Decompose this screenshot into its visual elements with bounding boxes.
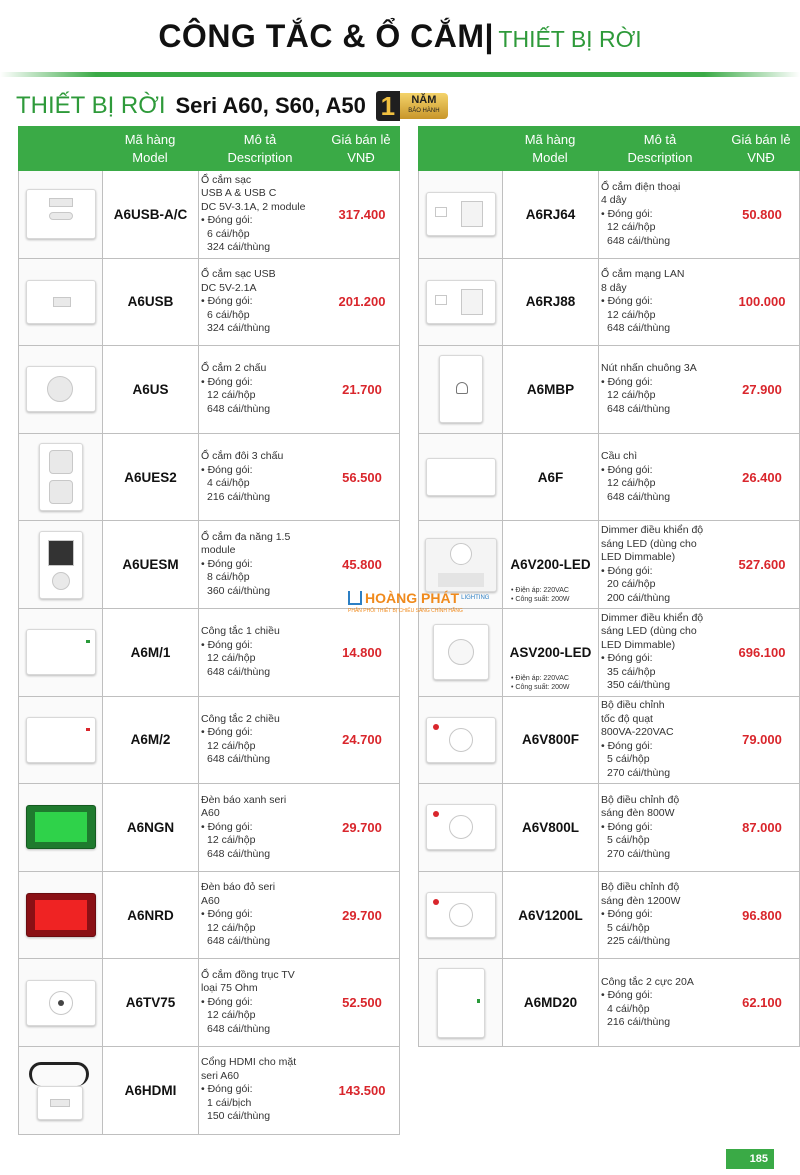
product-description	[199, 697, 323, 784]
product-model: ASV200-LED	[503, 609, 599, 696]
product-image-cell	[419, 959, 503, 1046]
description-line: Ổ cắm đôi 3 chấu	[201, 450, 284, 463]
description-line: • Đóng gói:	[601, 989, 653, 1002]
product-model: A6M/1	[103, 609, 199, 696]
badge-warranty: BẢO HÀNH	[408, 108, 440, 114]
table-row	[18, 872, 400, 960]
description-line: • Đóng gói:	[201, 726, 253, 739]
page-title	[0, 18, 800, 55]
product-model: A6V200-LED	[503, 521, 599, 608]
product-price: 317.400	[338, 206, 386, 222]
description-line: module	[201, 544, 236, 557]
description-line: 12 cái/hộp	[207, 389, 256, 402]
description-line: Nút nhấn chuông 3A	[601, 362, 697, 375]
product-price: 87.000	[742, 819, 782, 835]
product-table-left	[18, 126, 400, 1135]
table-row	[18, 259, 400, 347]
description-line: • Đóng gói:	[601, 908, 653, 921]
description-line: • Đóng gói:	[601, 463, 653, 476]
header-desc-en: Description	[627, 150, 693, 165]
description-line: 648 cái/thùng	[607, 322, 671, 335]
description-line: 648 cái/thùng	[207, 402, 271, 415]
description-line: 648 cái/thùng	[607, 402, 671, 415]
product-model: A6US	[103, 346, 199, 433]
product-description	[599, 259, 723, 346]
product-price: 26.400	[742, 469, 782, 485]
description-line: • Đóng gói:	[201, 375, 253, 388]
red-indicator-icon	[26, 893, 96, 937]
table-header	[418, 126, 800, 171]
product-price: 79.000	[742, 732, 782, 748]
product-price: 45.800	[342, 557, 382, 573]
description-line: 350 cái/thùng	[607, 679, 671, 692]
table-row	[18, 697, 400, 785]
product-description	[199, 872, 323, 959]
description-line: 12 cái/hộp	[607, 389, 656, 402]
description-line: • Đóng gói:	[201, 214, 253, 227]
product-price: 29.700	[342, 819, 382, 835]
product-description	[599, 434, 723, 521]
product-image-cell	[419, 609, 503, 696]
product-description	[199, 521, 323, 608]
section-series: Seri A60, S60, A50	[175, 93, 366, 118]
header-model-en: Model	[532, 150, 568, 165]
product-price: 24.700	[342, 732, 382, 748]
description-line: • Đóng gói:	[601, 375, 653, 388]
description-line: 8 dây	[601, 281, 627, 294]
table-row	[18, 521, 400, 609]
description-line: Bộ điều chỉnh độ	[601, 793, 680, 806]
description-line: DC 5V-2.1A	[201, 281, 257, 294]
light-dimmer-1200-icon	[426, 892, 496, 938]
description-line: 648 cái/thùng	[607, 234, 671, 247]
product-price: 201.200	[338, 294, 386, 310]
watermark-sub: LIGHTING	[461, 595, 490, 601]
description-line: • Đóng gói:	[201, 557, 253, 570]
green-indicator-icon	[26, 805, 96, 849]
product-description	[199, 259, 323, 346]
table-row	[418, 346, 800, 434]
product-image-cell	[419, 346, 503, 433]
description-line: seri A60	[201, 1069, 239, 1082]
product-model: A6UES2	[103, 434, 199, 521]
header-desc-vi: Mô tả	[243, 132, 277, 147]
description-line: 648 cái/thùng	[207, 753, 271, 766]
product-description	[199, 609, 323, 696]
product-price: 527.600	[738, 557, 786, 573]
product-image-cell	[419, 784, 503, 871]
description-line: 8 cái/hộp	[207, 571, 250, 584]
tv-coaxial-socket-icon	[26, 980, 96, 1026]
table-row	[418, 171, 800, 259]
description-line: 12 cái/hộp	[607, 477, 656, 490]
product-price: 14.800	[342, 644, 382, 660]
table-row	[18, 434, 400, 522]
description-line: tốc độ quạt	[601, 712, 653, 725]
description-line: sáng LED (dùng cho	[601, 537, 697, 550]
description-line: • Đóng gói:	[601, 739, 653, 752]
description-line: Công tắc 2 chiều	[201, 712, 280, 725]
one-way-switch-icon	[26, 629, 96, 675]
section-title: THIẾT BỊ RỜI	[16, 92, 166, 119]
product-model: A6F	[503, 434, 599, 521]
description-line: 6 cái/hộp	[207, 308, 250, 321]
description-line: Ổ cắm mạng LAN	[601, 268, 685, 281]
product-image-cell	[19, 784, 103, 871]
description-line: LED Dimmable)	[601, 638, 676, 651]
description-line: Bộ điều chỉnh độ	[601, 881, 680, 894]
description-line: 4 cái/hộp	[607, 1002, 650, 1015]
fan-speed-controller-icon	[426, 717, 496, 763]
product-image-cell	[419, 434, 503, 521]
description-line: 12 cái/hộp	[207, 1009, 256, 1022]
telephone-socket-icon	[426, 192, 496, 236]
product-price: 696.100	[738, 644, 786, 660]
table-row	[418, 609, 800, 697]
usb-socket-icon	[26, 280, 96, 324]
table-header	[18, 126, 400, 171]
description-line: Cổng HDMI cho mặt	[201, 1056, 297, 1069]
warranty-badge	[376, 91, 448, 121]
description-line: • Đóng gói:	[601, 820, 653, 833]
description-line: A60	[201, 894, 220, 907]
two-pin-socket-icon	[26, 366, 96, 412]
table-row	[418, 959, 800, 1047]
description-line: 216 cái/thùng	[207, 490, 271, 503]
title-divider	[0, 72, 800, 77]
description-line: • Đóng gói:	[201, 463, 253, 476]
description-line: LED Dimmable)	[601, 551, 676, 564]
description-line: Ổ cắm điện thoại	[601, 180, 681, 193]
description-line: • Đóng gói:	[201, 638, 253, 651]
description-line: 270 cái/thùng	[607, 766, 671, 779]
description-line: 12 cái/hộp	[207, 921, 256, 934]
description-line: 225 cái/thùng	[607, 935, 671, 948]
description-line: Bộ điều chỉnh	[601, 699, 665, 712]
product-model: A6TV75	[103, 959, 199, 1046]
spec-line: • Công suất: 200W	[511, 683, 570, 691]
product-description	[199, 959, 323, 1046]
description-line: Dimmer điều khiển độ	[601, 611, 704, 624]
product-model: A6M/2	[103, 697, 199, 784]
header-model-vi: Mã hàng	[124, 132, 176, 147]
description-line: 216 cái/thùng	[607, 1016, 671, 1029]
product-model: A6MBP	[503, 346, 599, 433]
product-image-cell	[19, 171, 103, 258]
double-pole-switch-icon	[437, 968, 485, 1038]
universal-socket-icon	[39, 531, 83, 599]
description-line: • Đóng gói:	[601, 652, 653, 665]
product-description	[199, 784, 323, 871]
usb-ac-socket-icon	[26, 189, 96, 239]
description-line: • Đóng gói:	[201, 908, 253, 921]
table-row	[18, 959, 400, 1047]
product-image-cell	[19, 959, 103, 1046]
double-three-pin-socket-icon	[39, 443, 83, 511]
table-body	[418, 171, 800, 1047]
description-line: • Đóng gói:	[601, 207, 653, 220]
description-line: Đèn báo xanh seri	[201, 793, 287, 806]
product-model: A6NRD	[103, 872, 199, 959]
product-image-cell	[19, 346, 103, 433]
product-model: A6V1200L	[503, 872, 599, 959]
product-model: A6USB	[103, 259, 199, 346]
description-line: loại 75 Ohm	[201, 982, 258, 995]
description-line: 5 cái/hộp	[607, 753, 650, 766]
product-model: A6RJ88	[503, 259, 599, 346]
description-line: 1 cái/bịch	[207, 1096, 252, 1109]
description-line: 324 cái/thùng	[207, 241, 271, 254]
title-sub: THIẾT BỊ RỜI	[498, 26, 642, 52]
product-description	[599, 171, 723, 258]
table-row	[418, 872, 800, 960]
product-price: 96.800	[742, 907, 782, 923]
badge-year: NĂM	[411, 94, 437, 106]
description-line: 648 cái/thùng	[207, 665, 271, 678]
description-line: 4 cái/hộp	[207, 477, 250, 490]
product-image-cell	[19, 434, 103, 521]
product-spec	[511, 586, 569, 604]
product-price: 29.700	[342, 907, 382, 923]
light-dimmer-800-icon	[426, 804, 496, 850]
product-image-cell	[19, 697, 103, 784]
description-line: 20 cái/hộp	[607, 578, 656, 591]
description-line: • Đóng gói:	[201, 295, 253, 308]
product-description	[599, 346, 723, 433]
spec-line: • Điện áp: 220VAC	[511, 674, 569, 682]
hdmi-port-icon	[25, 1058, 97, 1122]
fuse-icon	[426, 458, 496, 496]
header-price-vi: Giá bán lẻ	[331, 132, 391, 147]
description-line: 12 cái/hộp	[207, 834, 256, 847]
product-description	[199, 346, 323, 433]
product-model: A6V800F	[503, 697, 599, 784]
table-row	[418, 784, 800, 872]
header-model-vi: Mã hàng	[524, 132, 576, 147]
description-line: 360 cái/thùng	[207, 584, 271, 597]
description-line: Dimmer điều khiển độ	[601, 524, 704, 537]
description-line: 648 cái/thùng	[607, 490, 671, 503]
product-table-right	[418, 126, 800, 1047]
watermark-slogan: PHÂN PHỐI THIẾT BỊ CHIẾU SÁNG CHÍNH HÃNG	[348, 608, 463, 614]
product-model: A6RJ64	[503, 171, 599, 258]
description-line: USB A & USB C	[201, 187, 277, 200]
header-model-en: Model	[132, 150, 168, 165]
description-line: • Đóng gói:	[201, 820, 253, 833]
description-line: 6 cái/hộp	[207, 227, 250, 240]
product-description	[199, 171, 323, 258]
lan-socket-icon	[426, 280, 496, 324]
description-line: 150 cái/thùng	[207, 1110, 271, 1123]
product-spec	[511, 674, 569, 692]
spec-line: • Công suất: 200W	[511, 595, 570, 603]
description-line: • Đóng gói:	[601, 295, 653, 308]
page-number: 185	[726, 1149, 774, 1169]
led-dimmer-icon	[425, 538, 497, 592]
table-row	[18, 609, 400, 697]
description-line: Ổ cắm 2 chấu	[201, 362, 267, 375]
description-line: Ổ cắm đa năng 1.5	[201, 530, 291, 543]
table-row	[18, 171, 400, 259]
description-line: sáng đèn 1200W	[601, 894, 681, 907]
description-line: 12 cái/hộp	[207, 739, 256, 752]
product-price: 21.700	[342, 381, 382, 397]
title-main: CÔNG TẮC & Ổ CẮM|	[158, 18, 494, 54]
product-price: 56.500	[342, 469, 382, 485]
description-line: 648 cái/thùng	[207, 847, 271, 860]
product-image-cell	[19, 872, 103, 959]
led-dimmer-square-icon	[433, 624, 489, 680]
header-price-en: VNĐ	[347, 150, 375, 165]
product-model: A6HDMI	[103, 1047, 199, 1134]
description-line: 4 dây	[601, 194, 627, 207]
description-line: • Đóng gói:	[601, 564, 653, 577]
description-line: 200 cái/thùng	[607, 591, 671, 604]
description-line: 12 cái/hộp	[207, 652, 256, 665]
product-image-cell	[419, 872, 503, 959]
product-description	[199, 434, 323, 521]
product-image-cell	[19, 609, 103, 696]
description-line: 800VA-220VAC	[601, 726, 674, 739]
description-line: 35 cái/hộp	[607, 665, 656, 678]
table-row	[418, 259, 800, 347]
description-line: Cầu chì	[601, 450, 638, 463]
description-line: Ổ cắm sạc USB	[201, 268, 276, 281]
description-line: 12 cái/hộp	[607, 221, 656, 234]
description-line: 648 cái/thùng	[207, 935, 271, 948]
header-desc-vi: Mô tả	[643, 132, 677, 147]
table-row	[18, 346, 400, 434]
description-line: 12 cái/hộp	[607, 308, 656, 321]
watermark-logo	[348, 590, 490, 614]
table-row	[18, 784, 400, 872]
header-price-en: VNĐ	[747, 150, 775, 165]
table-row	[418, 697, 800, 785]
product-price: 100.000	[738, 294, 786, 310]
description-line: 324 cái/thùng	[207, 322, 271, 335]
product-price: 143.500	[338, 1082, 386, 1098]
product-price: 50.800	[742, 206, 782, 222]
badge-number: 1	[376, 91, 400, 121]
description-line: Ổ cắm sạc	[201, 173, 252, 186]
house-icon	[348, 591, 362, 605]
description-line: 648 cái/thùng	[207, 1022, 271, 1035]
two-way-switch-icon	[26, 717, 96, 763]
product-image-cell	[419, 697, 503, 784]
product-model: A6USB-A/C	[103, 171, 199, 258]
product-description	[599, 872, 723, 959]
product-image-cell	[19, 259, 103, 346]
description-line: sáng đèn 800W	[601, 807, 675, 820]
table-body	[18, 171, 400, 1135]
spec-line: • Điện áp: 220VAC	[511, 586, 569, 594]
table-row	[18, 1047, 400, 1135]
product-description	[599, 697, 723, 784]
product-description	[199, 1047, 323, 1134]
product-price: 62.100	[742, 995, 782, 1011]
description-line: Công tắc 2 cực 20A	[601, 975, 694, 988]
product-price: 52.500	[342, 995, 382, 1011]
product-image-cell	[19, 521, 103, 608]
product-model: A6NGN	[103, 784, 199, 871]
product-image-cell	[419, 259, 503, 346]
description-line: Ổ cắm đồng trục TV	[201, 968, 295, 981]
product-image-cell	[419, 171, 503, 258]
description-line: sáng LED (dùng cho	[601, 625, 697, 638]
product-image-cell	[19, 1047, 103, 1134]
description-line: DC 5V-3.1A, 2 module	[201, 200, 306, 213]
description-line: 5 cái/hộp	[607, 921, 650, 934]
description-line: Đèn báo đỏ seri	[201, 881, 276, 894]
section-header	[16, 90, 448, 122]
watermark-name: HOÀNG PHÁT	[365, 590, 460, 606]
description-line: 5 cái/hộp	[607, 834, 650, 847]
description-line: 270 cái/thùng	[607, 847, 671, 860]
description-line: • Đóng gói:	[201, 1083, 253, 1096]
header-price-vi: Giá bán lẻ	[731, 132, 791, 147]
product-description	[599, 959, 723, 1046]
product-price: 27.900	[742, 381, 782, 397]
description-line: Công tắc 1 chiều	[201, 625, 280, 638]
header-desc-en: Description	[227, 150, 293, 165]
product-model: A6MD20	[503, 959, 599, 1046]
product-model: A6V800L	[503, 784, 599, 871]
description-line: A60	[201, 807, 220, 820]
bell-button-icon	[439, 355, 483, 423]
product-model: A6UESM	[103, 521, 199, 608]
description-line: • Đóng gói:	[201, 995, 253, 1008]
table-row	[418, 434, 800, 522]
product-description	[599, 784, 723, 871]
